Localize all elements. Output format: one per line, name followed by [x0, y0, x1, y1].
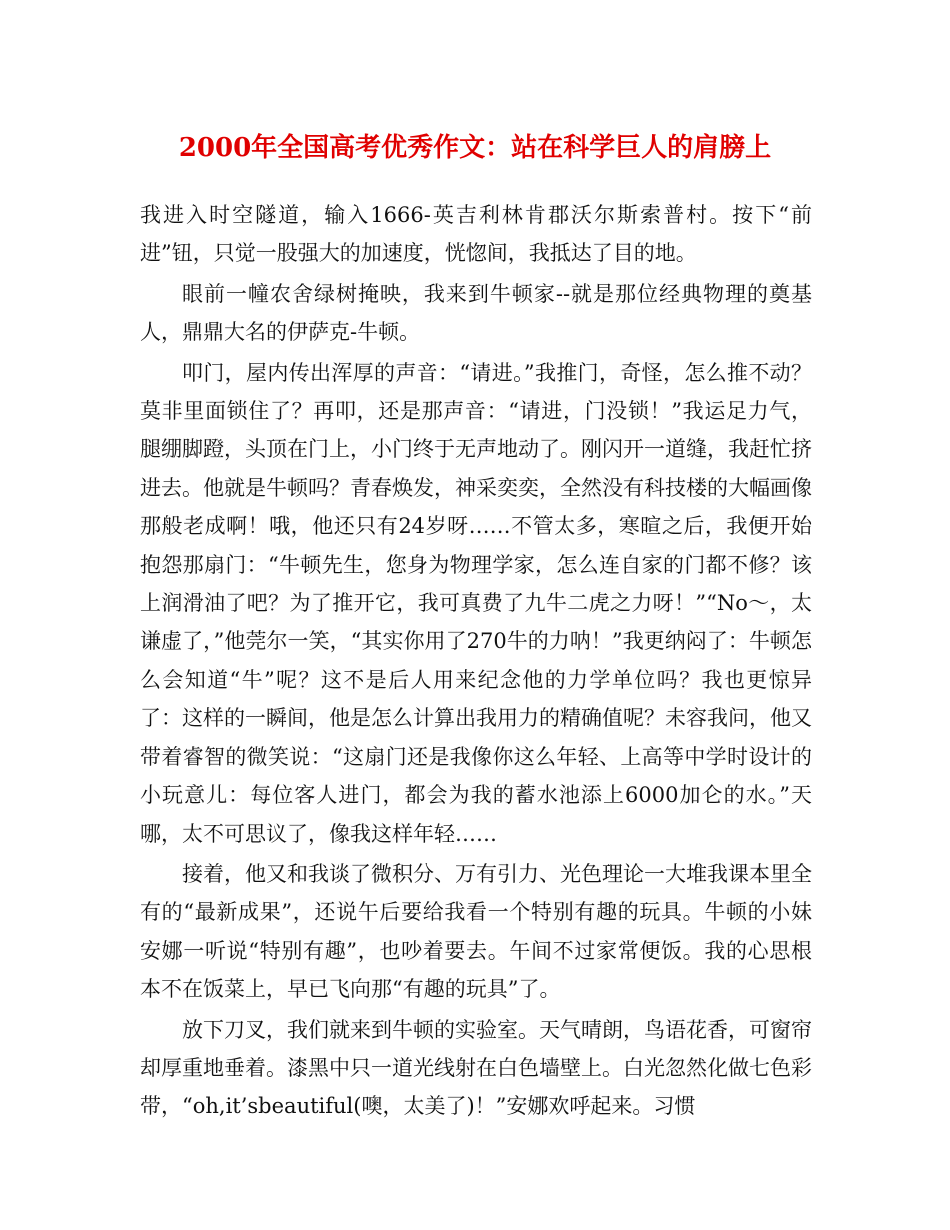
document-body	[140, 196, 812, 1128]
paragraph-1: 我进入时空隧道，输入1666-英吉利林肯郡沃尔斯索普村。按下“前进”钮，只觉一股强大的加速度，恍惚间，我抵达了目的地。	[140, 203, 812, 266]
paragraph-2: 眼前一幢农舍绿树掩映，我来到牛顿家--就是那位经典物理的奠基人，鼎鼎大名的伊萨克-牛顿。	[140, 281, 812, 345]
paragraph-3: 叩门，屋内传出浑厚的声音：“请进。”我推门，奇怪，怎么推不动？莫非里面锁住了？再叩，还是那声音：“请进，门没锁！”我运足力气，腿绷脚蹬，头顶在门上，小门终于无声地动了。刚闪开一道缝，我赶忙挤进去。他就是牛顿吗？青春焕发，神采奕奕，全然没有科技楼的大幅画像那般老成啊！哦，他还只有24岁呀……不管太多，寒暄之后，我便开始抱怨那扇门：“牛顿先生，您身为物理学家，怎么连自家的门都不修？该上润滑油了吧？为了推开它，我可真费了九牛二虎之力呀！”“No～，太谦虚了，”他莞尔一笑，“其实你用了270牛的力呐！”我更纳闷了：牛顿怎么会知道“牛”呢？这不是后人用来纪念他的力学单位吗？我也更惊异了：这样的一瞬间，他是怎么计算出我用力的精确值呢？未容我问，他又带着睿智的微笑说：“这扇门还是我像你这么年轻、上高等中学时设计的小玩意儿：每位客人进门，都会为我的蓄水池添上6000加仑的水。”天哪，太不可思议了，像我这样年轻……	[140, 360, 812, 846]
paragraph-4: 接着，他又和我谈了微积分、万有引力、光色理论一大堆我课本里全有的“最新成果”，还说午后要给我看一个特别有趣的玩具。牛顿的小妹安娜一听说“特别有趣”，也吵着要去。午间不过家常便饭。我的心思根本不在饭菜上，早已飞向那“有趣的玩具”了。	[140, 861, 812, 1002]
paragraph-5: 放下刀叉，我们就来到牛顿的实验室。天气晴朗，鸟语花香，可窗帘却厚重地垂着。漆黑中只一道光线射在白色墙壁上。白光忽然化做七色彩带，“oh,it’sbeautiful(噢，太美了)！”安娜欢呼起来。习惯	[140, 1017, 812, 1119]
document-title: 2000年全国高考优秀作文：站在科学巨人的肩膀上	[178, 133, 772, 163]
